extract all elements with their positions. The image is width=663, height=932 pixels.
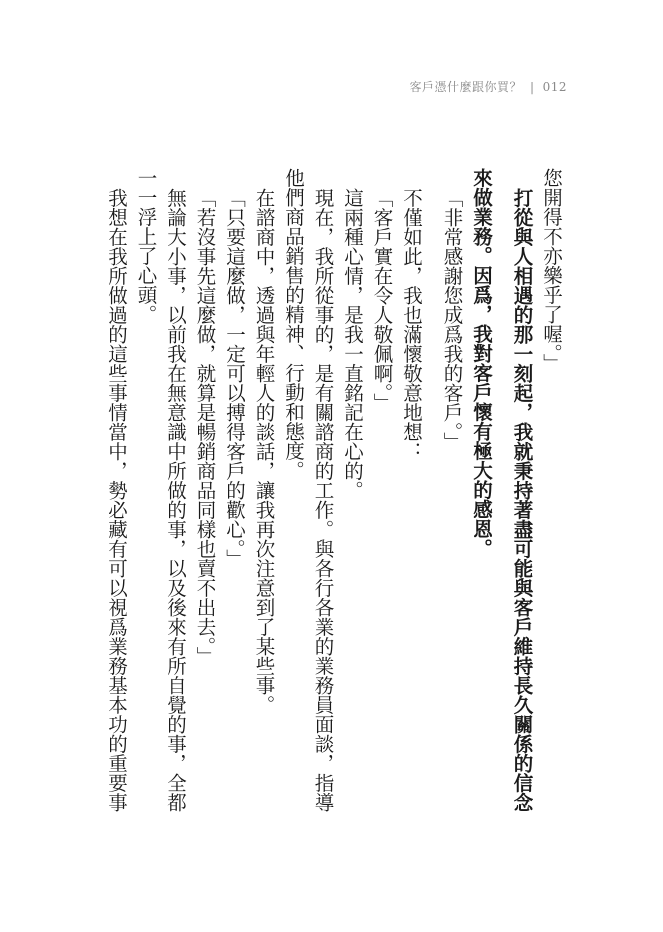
bold-text-line: 來做業務。因爲，我對客戶懷有極大的感恩。 bbox=[470, 168, 493, 558]
quote-line: 「只要這麼做，一定可以搏得客戶的歡心。」 bbox=[223, 187, 246, 568]
quote-line: 「非常感謝您成爲我的客戶。」 bbox=[440, 187, 464, 451]
quote-line: 「若沒事先這麼做，就算是暢銷商品同樣也賣不出去。」 bbox=[193, 187, 217, 666]
text-line: 不僅如此，我也滿懷敬意地想： bbox=[400, 187, 423, 461]
text-line: 我想在我所做過的這些事情當中，勢必藏有可以視爲業務基本功的重要事 bbox=[105, 187, 128, 812]
text-line: 這兩種心情，是我一直銘記在心的。 bbox=[341, 187, 364, 500]
text-line: 您開得不亦樂乎了喔。」 bbox=[540, 168, 563, 373]
text-line: 一一浮上了心頭。 bbox=[134, 168, 158, 324]
text-line: 他們商品銷售的精神、行動和態度。 bbox=[282, 168, 305, 480]
header-separator: | bbox=[530, 80, 535, 94]
text-line: 現在，我所從事的，是有關諮商的工作。與各行各業的業務員面談，指導 bbox=[311, 187, 335, 812]
page-number: 012 bbox=[542, 80, 567, 94]
running-head bbox=[410, 78, 567, 95]
quote-line: 「客戶實在令人敬佩啊。」 bbox=[370, 187, 394, 412]
text-line: 在諮商中，透過與年輕人的談話，讓我再次注意到了某些事。 bbox=[252, 187, 276, 714]
book-title: 客戶憑什麼跟你買？ bbox=[409, 80, 523, 94]
bold-text-line: 打從與人相遇的那一刻起，我就秉持著盡可能與客戶維持長久關係的信念 bbox=[510, 187, 534, 812]
text-line: 無論大小事，以前我在無意識中所做的事，以及後來有所自覺的事，全都 bbox=[164, 187, 187, 812]
vertical-body-text bbox=[102, 168, 567, 828]
